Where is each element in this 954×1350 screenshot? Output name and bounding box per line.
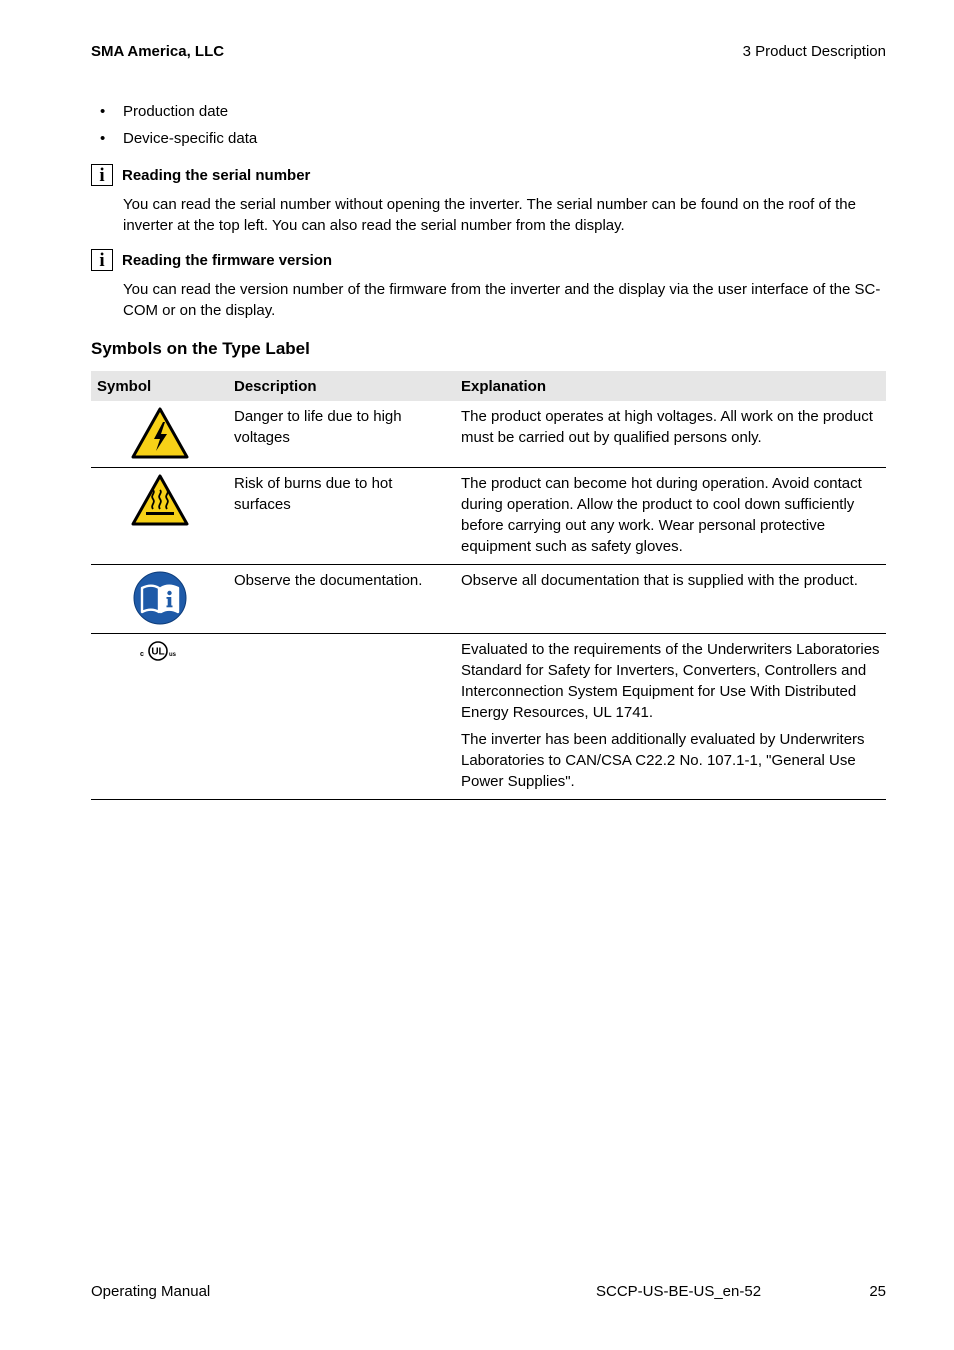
page-number: 25 <box>869 1283 886 1300</box>
symbols-table <box>91 371 886 800</box>
ul-mark-ul: UL <box>150 646 165 658</box>
explanation-cell: The product operates at high voltages. All work on the product must be carried out by qualified persons only. <box>455 401 886 468</box>
section-heading: Symbols on the Type Label <box>91 339 310 358</box>
column-header-symbol: Symbol <box>91 371 228 401</box>
bullet-list <box>91 101 257 155</box>
column-header-description: Description <box>228 371 455 401</box>
info-icon: i <box>91 249 113 271</box>
explanation-paragraph: Evaluated to the requirements of the Underwriters Laboratories Standard for Safety for Inverters, Converters, Controllers and Interconnection System Equipment for Use With Distributed Energy Resources, UL 1741. <box>461 641 880 721</box>
high-voltage-warning-icon <box>130 406 190 460</box>
description-cell: Observe the documentation. <box>228 565 455 634</box>
observe-documentation-icon <box>132 570 188 626</box>
list-item: • Production date <box>91 101 257 128</box>
table-row <box>91 401 886 468</box>
footer-manual-title: Operating Manual <box>91 1283 211 1300</box>
ul-listing-mark-icon <box>138 639 182 663</box>
explanation-cell <box>455 634 886 800</box>
symbol-cell <box>91 634 228 800</box>
table-header-row <box>91 371 886 401</box>
explanation-cell: Observe all documentation that is supplied with the product. <box>455 565 886 634</box>
explanation-cell: The product can become hot during operation. Avoid contact during operation. Allow the product to cool down sufficiently before carrying out any work. Wear personal protective equipment such as safety gloves. <box>455 468 886 565</box>
explanation-paragraph: The inverter has been additionally evaluated by Underwriters Laboratories to CAN/CSA C22.2 No. 107.1-1, "General Use Power Supplies". <box>461 731 865 790</box>
hot-surface-warning-icon <box>130 473 190 527</box>
note-title: Reading the firmware version <box>122 251 333 269</box>
company-name: SMA America, LLC <box>91 43 225 60</box>
note-title: Reading the serial number <box>122 166 311 184</box>
note-text: You can read the serial number without opening the inverter. The serial number can be found on the roof of the inverter at the top left. You can also read the serial number from the display. <box>123 196 856 234</box>
note-serial-number <box>91 162 886 236</box>
table-row <box>91 634 886 800</box>
symbol-cell <box>91 565 228 634</box>
ul-mark-us: us <box>168 652 176 658</box>
table-row <box>91 468 886 565</box>
list-item: • Device-specific data <box>91 128 257 155</box>
description-cell: Danger to life due to high voltages <box>228 401 455 468</box>
symbol-cell <box>91 401 228 468</box>
table-row <box>91 565 886 634</box>
footer-doc-code: SCCP-US-BE-US_en-52 <box>596 1283 762 1300</box>
description-cell: Risk of burns due to hot surfaces <box>228 468 455 565</box>
note-text: You can read the version number of the firmware from the inverter and the display via the user interface of the SC-COM or on the display. <box>123 281 881 319</box>
note-firmware-version <box>91 247 886 321</box>
description-cell <box>228 634 455 800</box>
ul-mark-c: c <box>139 651 144 658</box>
section-title-header: 3 Product Description <box>742 43 886 60</box>
symbol-cell <box>91 468 228 565</box>
info-icon: i <box>91 164 113 186</box>
column-header-explanation: Explanation <box>455 371 886 401</box>
